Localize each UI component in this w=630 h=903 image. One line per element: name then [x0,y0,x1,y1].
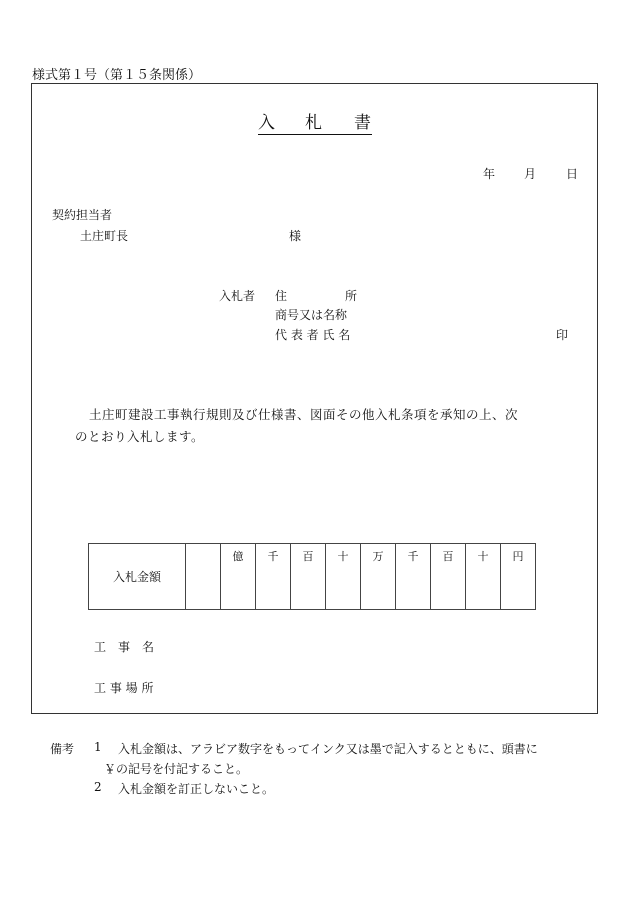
work-name-label: 工 事 名 [94,640,155,654]
unit-label: 百 [302,550,314,563]
unit-label: 万 [372,550,384,563]
unit-label: 億 [232,550,244,563]
page-title [258,114,372,135]
digit-cell-yen-sign[interactable] [186,544,221,610]
unit-label: 百 [442,550,454,563]
unit-label: 千 [407,550,419,563]
addressee-name: 土庄町長 [80,229,129,243]
address-char-1: 住 [275,289,288,303]
digit-cell-oku[interactable] [221,544,256,610]
digit-cell-sen-man[interactable] [256,544,291,610]
statement-line-1: 土庄町建設工事執行規則及び仕様書、図面その他入札条項を承知の上、次 [89,407,519,422]
digit-cell-hyaku[interactable] [431,544,466,610]
addressee-title: 契約担当者 [52,208,113,222]
date-year: 年 [483,167,496,181]
bid-amount-label: 入札金額 [89,544,186,610]
work-location-label: 工 事 場 所 [94,681,154,695]
date-day: 日 [566,167,579,181]
remarks-item-1-number: 1 [94,740,102,754]
seal-mark: 印 [556,328,569,342]
remarks-item-2-number: 2 [94,780,102,794]
representative-label: 代 表 者 氏 名 [275,328,351,342]
addressee-honorific: 様 [289,229,302,243]
remarks-item-2-text: 入札金額を訂正しないこと。 [118,782,275,796]
date-month: 月 [524,167,537,181]
digit-cell-man[interactable] [361,544,396,610]
title-char-2: 札 [305,113,322,133]
title-char-1: 入 [258,113,275,133]
unit-label: 十 [477,550,489,563]
digit-cell-juu-man[interactable] [326,544,361,610]
remarks-item-1-line-1: 入札金額は、アラビア数字をもってインク又は墨で記入するとともに、頭書に [118,742,538,756]
digit-cell-sen[interactable] [396,544,431,610]
title-char-3: 書 [354,113,371,133]
unit-label: 千 [267,550,279,563]
bidder-label: 入札者 [219,289,256,303]
company-name-label: 商号又は名称 [275,308,348,322]
address-char-2: 所 [345,289,358,303]
digit-cell-hyaku-man[interactable] [291,544,326,610]
unit-label: 円 [512,550,524,563]
digit-cell-en[interactable] [501,544,536,610]
digit-cell-juu[interactable] [466,544,501,610]
remarks-label: 備考 [50,742,75,756]
form-number: 様式第１号（第１５条関係） [32,68,202,83]
form-frame [31,83,598,714]
statement-line-2: のとおり入札します。 [75,429,205,444]
remarks-item-1-line-2: ￥の記号を付記すること。 [104,762,249,776]
bid-amount-table [88,543,536,610]
unit-label: 十 [337,550,349,563]
